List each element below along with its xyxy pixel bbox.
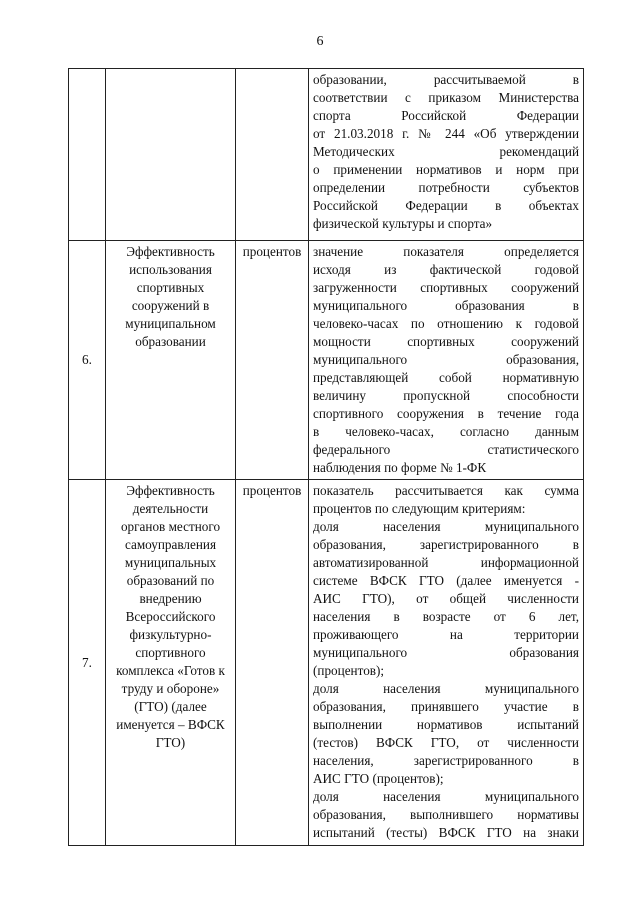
unit-of-measure: процентов — [236, 241, 309, 480]
method-line: величину пропускной способности — [313, 388, 579, 403]
method-line: выполнении нормативов испытаний — [313, 717, 579, 732]
method-line: соответствии с приказом Министерства — [313, 90, 579, 105]
method-line: муниципального образования, — [313, 352, 579, 367]
page-number: 6 — [316, 34, 324, 49]
method-line: образования, зарегистрированного в — [313, 537, 579, 552]
method-line: образования, принявшего участие в — [313, 699, 579, 714]
method-line: от 21.03.2018 г. № 244 «Об утверждении — [313, 126, 579, 141]
method-line: мощности спортивных сооружений — [313, 334, 579, 349]
method-line: процентов по следующим критериям: — [313, 501, 526, 516]
indicator-name: Эффективность использования спортивных сооружений в муниципальном образовании — [106, 241, 236, 480]
row-number: 6. — [69, 241, 106, 480]
method-line: АИС ГТО), от общей численности — [313, 591, 579, 606]
indicator-name — [106, 69, 236, 241]
method-line: наблюдения по форме № 1-ФК — [313, 460, 487, 475]
method-line: испытаний (тесты) ВФСК ГТО на знаки — [313, 825, 579, 840]
method-line: муниципального образования в — [313, 298, 579, 313]
calculation-method — [309, 69, 584, 241]
method-line: населения в возрасте от 6 лет, — [313, 609, 579, 624]
method-line: доля населения муниципального — [313, 681, 579, 696]
method-line: (тестов) ВФСК ГТО, от численности — [313, 735, 579, 750]
table-row — [69, 69, 584, 241]
method-line: доля населения муниципального — [313, 789, 579, 804]
method-line: федерального статистического — [313, 442, 579, 457]
method-line: загруженности спортивных сооружений — [313, 280, 579, 295]
indicators-table — [68, 68, 584, 846]
calculation-method — [309, 480, 584, 846]
method-line: определении потребности субъектов — [313, 180, 579, 195]
method-line: доля населения муниципального — [313, 519, 579, 534]
indicator-name: Эффективность деятельности органов местного самоуправления муниципальных образований по внедрению Всероссийского физкультурно-спортивного комплекса «Готов к труду и обороне» (ГТО) (далее именуется – ВФСК ГТО) — [106, 480, 236, 846]
method-line: физической культуры и спорта» — [313, 216, 493, 231]
method-line: (процентов); — [313, 663, 385, 678]
method-line: АИС ГТО (процентов); — [313, 771, 444, 786]
method-line: автоматизированной информационной — [313, 555, 579, 570]
method-line: населения, зарегистрированного в — [313, 753, 579, 768]
method-line: показатель рассчитывается как сумма — [313, 483, 579, 498]
row-number — [69, 69, 106, 241]
method-line: муниципального образования — [313, 645, 579, 660]
method-line: исходя из фактической годовой — [313, 262, 579, 277]
table-row — [69, 480, 584, 846]
method-line: проживающего на территории — [313, 627, 579, 642]
table-row — [69, 241, 584, 480]
row-number: 7. — [69, 480, 106, 846]
method-line: значение показателя определяется — [313, 244, 579, 259]
method-line: спорта Российской Федерации — [313, 108, 579, 123]
method-line: спортивного сооружения в течение года — [313, 406, 579, 421]
method-line: представляющей собой нормативную — [313, 370, 579, 385]
method-line: системе ВФСК ГТО (далее именуется - — [313, 573, 579, 588]
method-line: образования, выполнившего нормативы — [313, 807, 579, 822]
method-line: Методических рекомендаций — [313, 144, 579, 159]
calculation-method — [309, 241, 584, 480]
method-line: о применении нормативов и норм при — [313, 162, 579, 177]
method-line: человеко-часах по отношению к годовой — [313, 316, 579, 331]
method-line: Российской Федерации в объектах — [313, 198, 579, 213]
unit-of-measure: процентов — [236, 480, 309, 846]
unit-of-measure — [236, 69, 309, 241]
method-line: образовании, рассчитываемой в — [313, 72, 579, 87]
method-line: в человеко-часах, согласно данным — [313, 424, 579, 439]
